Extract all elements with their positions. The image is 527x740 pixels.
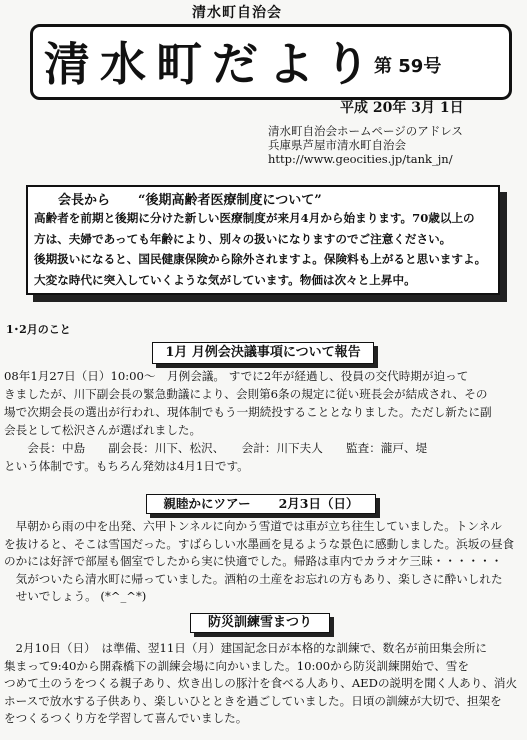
notice-subject: “後期高齢者医療制度について”: [138, 193, 322, 208]
newsletter-title: 清水町だより: [44, 37, 380, 91]
crab-tour-text: [4, 518, 514, 606]
issue-date: 平成 20年 3月 1日: [340, 100, 464, 116]
notice-from: 会長から: [58, 193, 111, 208]
section-heading-crab-tour: [146, 494, 376, 514]
notice-line: 大変な時代に突入していくような気がしています。物価は次々と上昇中。: [34, 272, 416, 287]
paragraph-line: のかには好評で部屋も個室でしたから実に快適でした。帰路は車内でカラオケ三昧・・・・・・: [4, 554, 503, 568]
notice-body: [34, 208, 494, 290]
notice-line: 高齢者を前期と後期に分けた新しい医療制度が来月4月から始まります。70歳以上の: [34, 211, 475, 225]
section-heading-meeting: 1月 月例会決議事項について報告: [152, 342, 374, 364]
notice-heading: [58, 189, 350, 208]
organization-name: 清水町自治会: [192, 5, 282, 21]
notice-line: 方は、夫婦であっても年齢により、別々の扱いになりますのでご注意ください。: [34, 231, 452, 246]
paragraph-line: 早朝から雨の中を出発、六甲トンネルに向かう雪道では車が立ち往生していました。トンネル: [4, 519, 502, 533]
crab-tour-date: 2月3日（日）: [278, 496, 359, 511]
paragraph-line: 気がついたら清水町に帰っていました。酒粕の土産をお忘れの方もあり、楽しさに酔いしれた: [4, 571, 503, 586]
paragraph-line: ホースで放水する子供あり、楽しいひとときを過ごしていました。日頃の訓練が大切で、担架を: [4, 693, 502, 708]
paragraph-line: という体制です。もちろん発効は4月1日です。: [4, 459, 249, 473]
paragraph-line: きましたが、川下副会長の緊急動議により、会則第6条の規定に従い班長会が結成され、その: [4, 387, 488, 401]
paragraph-line: をつくるつくり方を学習して喜んでいました。: [4, 711, 248, 725]
notice-line: 後期扱いになると、国民健康保険から除外されますよ。保険料も上がると思いますよ。: [34, 252, 487, 266]
paragraph-line: 会長として松沢さんが選ばれました。: [4, 423, 202, 437]
homepage-org: 兵庫県芦屋市清水町自治会: [268, 138, 406, 152]
meeting-report-text: [4, 367, 492, 475]
section-label: 1･2月のこと: [6, 323, 71, 336]
paragraph-line: 場で次期会長の選出が行われ、現体制でもう一期続投することとなりました。ただし新たに副: [4, 405, 492, 419]
homepage-caption: 清水町自治会ホームページのアドレス: [268, 124, 463, 138]
paragraph-line: 会長：中島 副会長：川下、松沢、 会計：川下夫人 監査：瀧戸、堤: [4, 441, 428, 455]
homepage-info: [268, 124, 463, 166]
paragraph-line: 2月10日（日） は準備、翌11日（月）建国記念日が本格的な訓練で、数名が前田集会所に: [4, 641, 488, 655]
homepage-url[interactable]: http://www.geocities.jp/tank_jn/: [268, 152, 453, 166]
paragraph-line: 08年1月27日（日）10:00～ 月例会議。 すでに2年が経過し、役員の交代時期が迫って: [4, 369, 469, 383]
disaster-drill-text: [4, 640, 517, 728]
paragraph-line: 集まって9:40から開森橋下の訓練会場に向かいました。10:00から防災訓練開始で、雪を: [4, 658, 469, 673]
paragraph-line: つめて土のうをつくる親子あり、炊き出しの豚汁を食べる人あり、AEDの説明を聞く人あり、消火: [4, 676, 518, 690]
paragraph-line: せいでしょう。 (*^_^*): [4, 589, 147, 603]
crab-tour-title: 親睦かにツアー: [163, 496, 251, 511]
paragraph-line: を抜けると、そこは雪国だった。すばらしい水墨画を見るような景色に感動しました。浜坂の昼食: [4, 536, 515, 551]
issue-number: 第 59号: [374, 56, 442, 77]
section-heading-disaster-drill: 防災訓練雪まつり: [190, 613, 330, 633]
